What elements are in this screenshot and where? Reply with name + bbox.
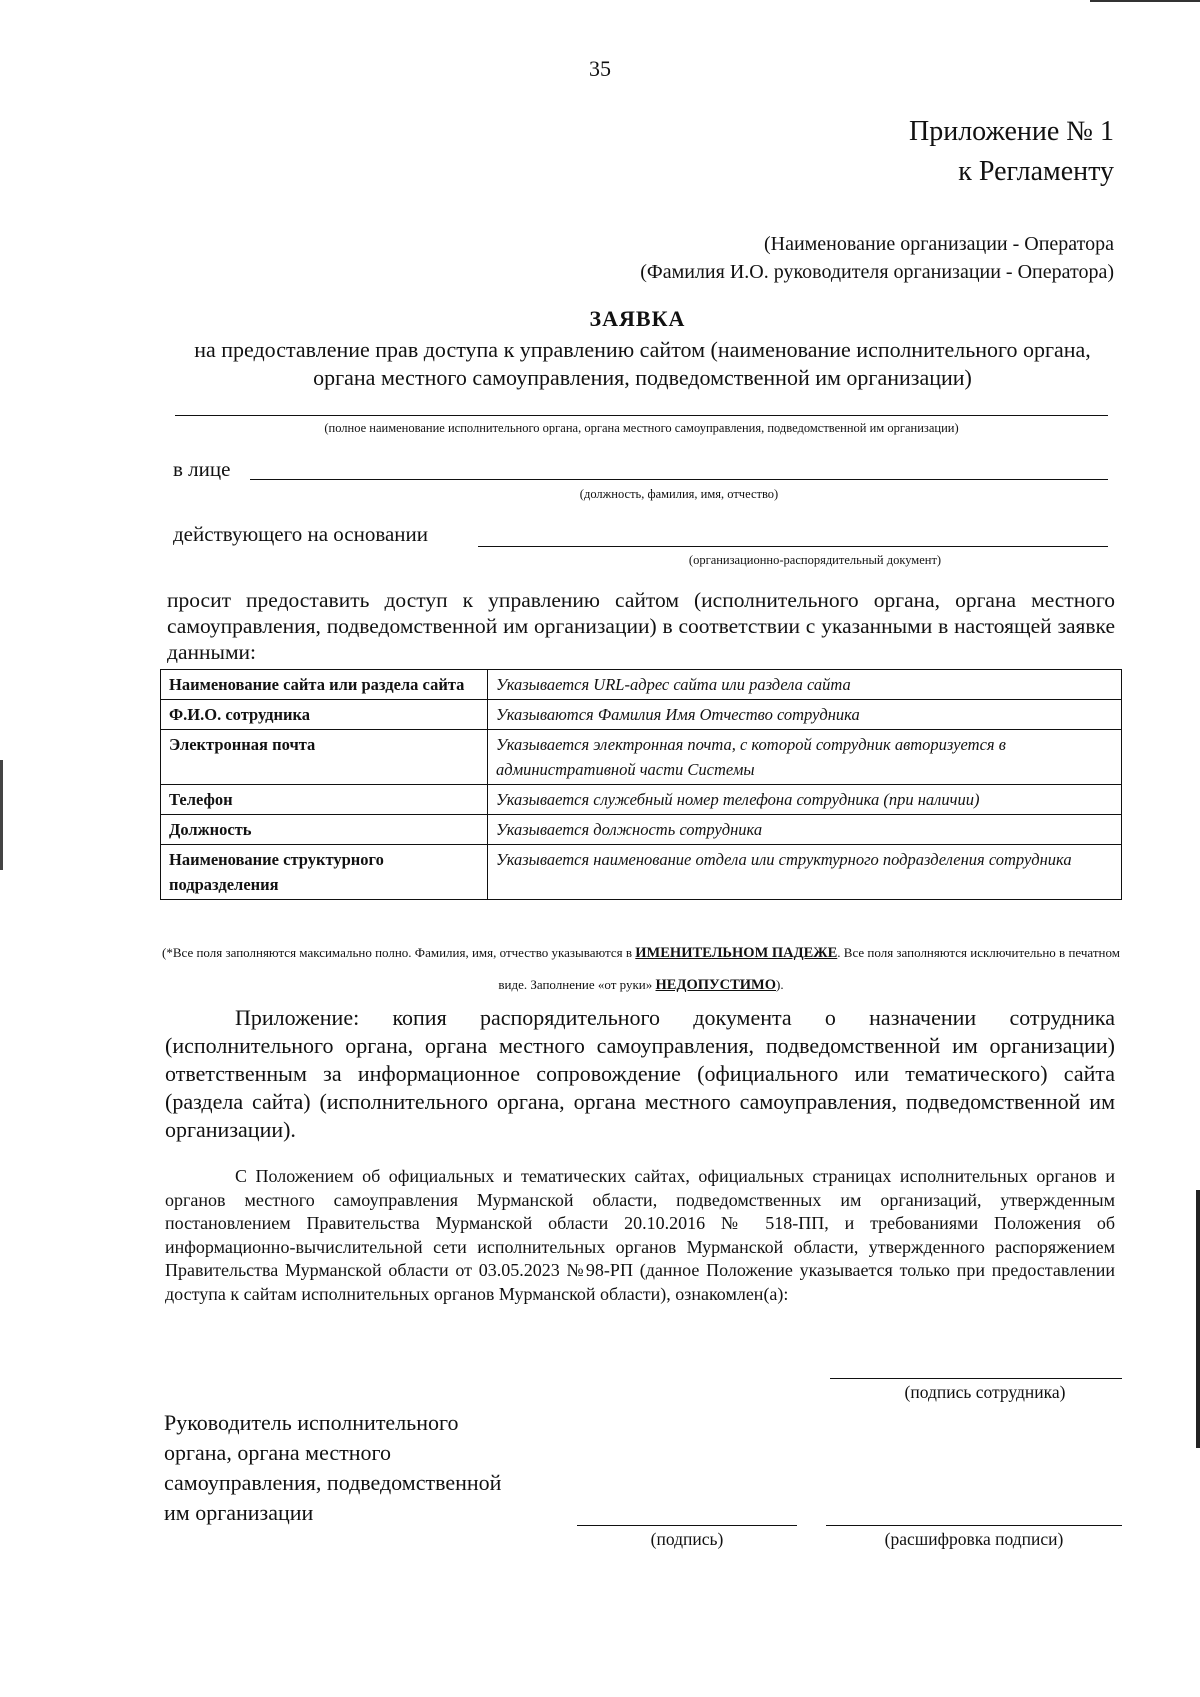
note-emphasis-unacceptable: НЕДОПУСТИМО <box>655 977 777 993</box>
attachment-paragraph: Приложение: копия распорядительного документа о назначении сотрудника (исполнительного органа, органа местного самоуправления, подведомственной им организации) ответственным за информационное сопровождение (официального или тематического) сайта (раздела сайта) (исполнительного органа, органа местного самоуправления, подведомственной им организации). <box>165 1005 1115 1142</box>
appendix-number: Приложение № 1 <box>909 116 1114 147</box>
table-row <box>161 785 1122 815</box>
table-value-department[interactable]: Указывается наименование отдела или структурного подразделения сотрудника <box>488 845 1122 900</box>
note-part-1: (*Все поля заполняются максимально полно. Фамилия, имя, отчество указываются в <box>162 945 636 960</box>
table-row <box>161 730 1122 785</box>
head-signature-line[interactable] <box>577 1524 797 1526</box>
table-row <box>161 700 1122 730</box>
document-title: ЗАЯВКА <box>589 306 686 331</box>
head-decoding-caption: (расшифровка подписи) <box>884 1529 1064 1549</box>
appendix-reference: к Регламенту <box>958 156 1114 187</box>
scan-artifact-top <box>1090 0 1200 2</box>
person-label: в лице <box>173 457 231 481</box>
table-label-position: Должность <box>161 815 488 845</box>
table-value-site[interactable]: Указывается URL-адрес сайта или раздела сайта <box>488 670 1122 700</box>
document-subtitle: на предоставление прав доступа к управлению сайтом (наименование исполнительного органа, органа местного самоуправления, подведомственной им организации) <box>194 337 1091 390</box>
basis-caption: (организационно-распорядительный документ) <box>688 553 942 567</box>
table-label-email: Электронная почта <box>161 730 488 785</box>
addressee-block <box>640 230 1114 286</box>
table-label-department: Наименование структурного подразделения <box>161 845 488 900</box>
request-details-table <box>160 669 1122 900</box>
scan-artifact-right-edge <box>1196 1190 1200 1448</box>
basis-line[interactable] <box>478 545 1108 547</box>
person-caption: (должность, фамилия, имя, отчество) <box>579 487 779 501</box>
employee-signature-line[interactable] <box>830 1377 1122 1379</box>
addressee-head: (Фамилия И.О. руководителя организации - Оператора) <box>640 261 1114 283</box>
table-row <box>161 845 1122 900</box>
request-text: просит предоставить доступ к управлению сайтом (исполнительного органа, органа местного самоуправления, подведомственной им организации) в соответствии с указанными в настоящей заявке данными: <box>167 588 1115 664</box>
table-value-position[interactable]: Указывается должность сотрудника <box>488 815 1122 845</box>
table-label-phone: Телефон <box>161 785 488 815</box>
table-row <box>161 815 1122 845</box>
person-line[interactable] <box>250 478 1108 480</box>
head-title-line: им организации <box>164 1500 314 1525</box>
table-value-fio[interactable]: Указываются Фамилия Имя Отчество сотрудника <box>488 700 1122 730</box>
scan-artifact-left-edge <box>0 760 3 870</box>
head-title-line: органа, органа местного <box>164 1440 392 1465</box>
org-name-caption: (полное наименование исполнительного органа, органа местного самоуправления, подведомственной им организации) <box>324 421 959 435</box>
policy-paragraph: С Положением об официальных и тематических сайтах, официальных страницах исполнительных органов и органов местного самоуправления Мурманской области, подведомственных им организаций, утвержденным постановлением Правительства Мурманской области 20.10.2016 № 518-ПП, и требованиями Положения об информационно-вычислительной сети исполнительных органов Мурманской области, утвержденного распоряжением Правительства Мурманской области от 03.05.2023 №98-РП (данное Положение указывается только при предоставлении доступа к сайтам исполнительных органов Мурманской области), ознакомлен(а): <box>165 1166 1115 1304</box>
table-value-email[interactable]: Указывается электронная почта, с которой сотрудник авторизуется в административной части Системы <box>488 730 1122 785</box>
head-signature-caption: (подпись) <box>650 1529 724 1549</box>
filling-note <box>160 937 1122 1001</box>
note-part-2: . Все поля заполняются исключительно в печатном виде. Заполнение «от руки» <box>498 945 1120 992</box>
addressee-org: (Наименование организации - Оператора <box>763 233 1114 255</box>
appendix-header <box>909 112 1114 192</box>
table-label-fio: Ф.И.О. сотрудника <box>161 700 488 730</box>
page-number: 35 <box>589 56 611 81</box>
table-label-site: Наименование сайта или раздела сайта <box>161 670 488 700</box>
table-row <box>161 670 1122 700</box>
head-title-block <box>164 1408 501 1528</box>
table-value-phone[interactable]: Указывается служебный номер телефона сотрудника (при наличии) <box>488 785 1122 815</box>
employee-signature-caption: (подпись сотрудника) <box>904 1382 1066 1402</box>
head-title-line: самоуправления, подведомственной <box>164 1470 502 1495</box>
head-decoding-line[interactable] <box>826 1524 1122 1526</box>
head-title-line: Руководитель исполнительного <box>164 1410 459 1435</box>
note-part-3: ). <box>776 977 784 992</box>
org-name-line[interactable] <box>175 414 1108 416</box>
note-emphasis-nominative: ИМЕНИТЕЛЬНОМ ПАДЕЖЕ <box>635 945 838 961</box>
basis-label: действующего на основании <box>173 522 429 546</box>
